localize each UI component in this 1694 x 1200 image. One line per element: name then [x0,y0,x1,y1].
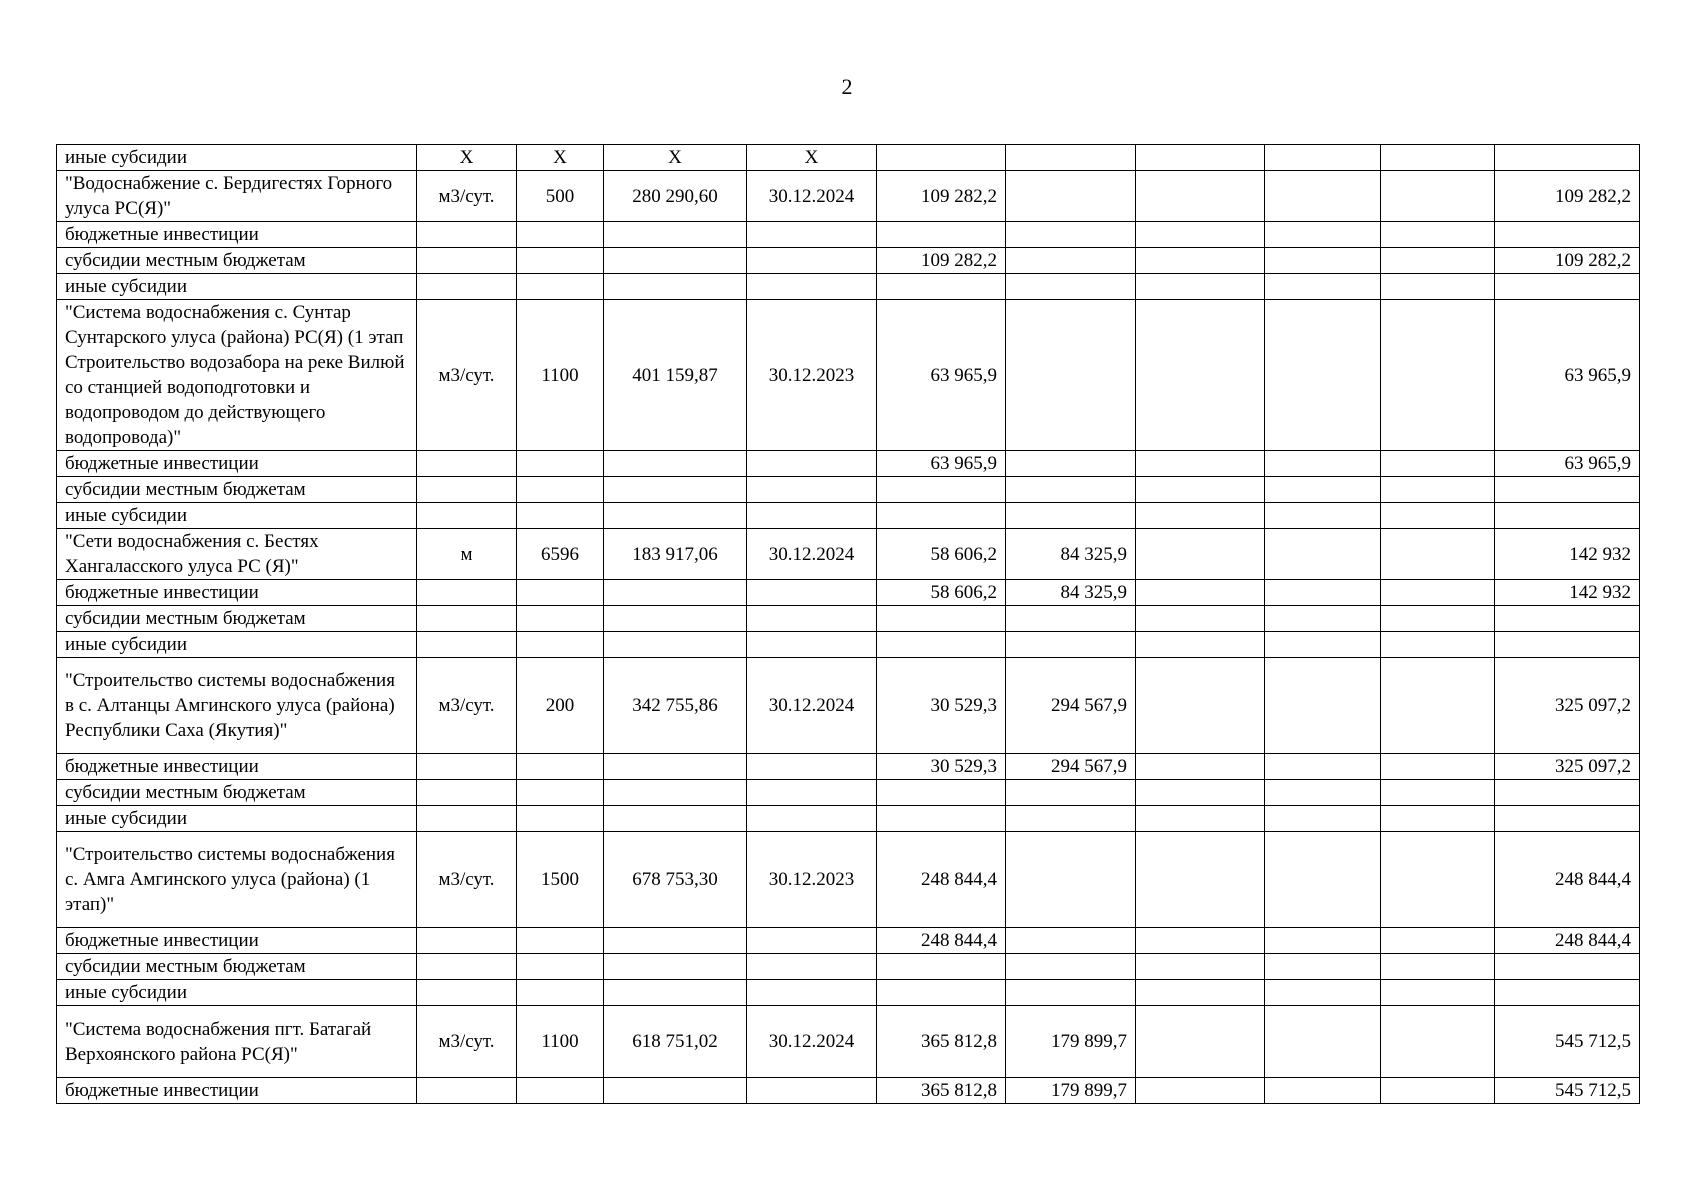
year5-cell [1381,980,1495,1006]
unit-cell [417,222,517,248]
year5-cell [1381,477,1495,503]
row-name: иные субсидии [57,274,417,300]
table-row [57,754,1640,780]
year2-cell: 84 325,9 [1006,580,1136,606]
capacity-cell [517,274,604,300]
total-cell: 325 097,2 [1495,658,1640,754]
year3-cell [1136,477,1265,503]
year4-cell [1265,606,1381,632]
unit-cell: м3/сут. [417,171,517,222]
year3-cell [1136,580,1265,606]
year1-cell [877,980,1006,1006]
unit-cell [417,780,517,806]
year1-cell [877,632,1006,658]
year4-cell [1265,222,1381,248]
year5-cell [1381,248,1495,274]
estimated-cost-cell [604,754,747,780]
year4-cell [1265,503,1381,529]
year5-cell [1381,754,1495,780]
year1-cell: 30 529,3 [877,754,1006,780]
completion-date-cell [747,806,877,832]
year3-cell [1136,529,1265,580]
unit-cell [417,632,517,658]
year2-cell [1006,980,1136,1006]
year5-cell [1381,658,1495,754]
table-row [57,954,1640,980]
year5-cell [1381,1078,1495,1104]
row-name: субсидии местным бюджетам [57,780,417,806]
capacity-cell [517,248,604,274]
row-name: "Сети водоснабжения с. Бестях Хангаласского улуса РС (Я)" [57,529,417,580]
total-cell [1495,477,1640,503]
estimated-cost-cell [604,632,747,658]
year4-cell [1265,451,1381,477]
estimated-cost-cell [604,606,747,632]
completion-date-cell [747,980,877,1006]
year5-cell [1381,529,1495,580]
completion-date-cell [747,274,877,300]
year3-cell [1136,1006,1265,1078]
total-cell: 142 932 [1495,529,1640,580]
table-body [57,145,1640,1104]
estimated-cost-cell: 401 159,87 [604,300,747,451]
total-cell: 109 282,2 [1495,248,1640,274]
year1-cell [877,503,1006,529]
year1-cell [877,477,1006,503]
year5-cell [1381,954,1495,980]
unit-cell: м3/сут. [417,832,517,928]
year4-cell [1265,300,1381,451]
row-name: бюджетные инвестиции [57,754,417,780]
table-row [57,248,1640,274]
completion-date-cell [747,1078,877,1104]
capacity-cell [517,780,604,806]
estimated-cost-cell [604,580,747,606]
year5-cell [1381,928,1495,954]
unit-cell [417,954,517,980]
capacity-cell [517,451,604,477]
table-row [57,477,1640,503]
completion-date-cell: 30.12.2024 [747,529,877,580]
capacity-cell [517,1078,604,1104]
year3-cell [1136,300,1265,451]
estimated-cost-cell [604,451,747,477]
completion-date-cell [747,477,877,503]
row-name: иные субсидии [57,503,417,529]
year4-cell [1265,980,1381,1006]
capacity-cell: 500 [517,171,604,222]
completion-date-cell: 30.12.2023 [747,832,877,928]
year2-cell [1006,606,1136,632]
table-row [57,1078,1640,1104]
estimated-cost-cell [604,954,747,980]
row-name: бюджетные инвестиции [57,580,417,606]
total-cell [1495,632,1640,658]
completion-date-cell [747,248,877,274]
capacity-cell [517,580,604,606]
table-row [57,529,1640,580]
year4-cell [1265,928,1381,954]
estimated-cost-cell: Х [604,145,747,171]
year5-cell [1381,580,1495,606]
year2-cell [1006,806,1136,832]
completion-date-cell: 30.12.2024 [747,1006,877,1078]
year4-cell [1265,954,1381,980]
year5-cell [1381,451,1495,477]
completion-date-cell [747,954,877,980]
year2-cell [1006,300,1136,451]
year2-cell [1006,274,1136,300]
completion-date-cell [747,780,877,806]
year2-cell [1006,503,1136,529]
row-name: субсидии местным бюджетам [57,606,417,632]
table-row [57,806,1640,832]
total-cell [1495,606,1640,632]
year3-cell [1136,171,1265,222]
year2-cell: 294 567,9 [1006,658,1136,754]
year2-cell: 84 325,9 [1006,529,1136,580]
row-name: бюджетные инвестиции [57,222,417,248]
year5-cell [1381,806,1495,832]
year4-cell [1265,832,1381,928]
table-row [57,658,1640,754]
estimated-cost-cell: 678 753,30 [604,832,747,928]
year1-cell: 30 529,3 [877,658,1006,754]
row-name: "Водоснабжение с. Бердигестях Горного улуса РС(Я)" [57,171,417,222]
year1-cell: 365 812,8 [877,1006,1006,1078]
capacity-cell: 1100 [517,300,604,451]
year5-cell [1381,606,1495,632]
year5-cell [1381,222,1495,248]
table-row [57,274,1640,300]
year1-cell: 58 606,2 [877,580,1006,606]
unit-cell [417,806,517,832]
capacity-cell [517,222,604,248]
estimated-cost-cell [604,1078,747,1104]
total-cell [1495,145,1640,171]
year5-cell [1381,274,1495,300]
row-name: субсидии местным бюджетам [57,248,417,274]
row-name: бюджетные инвестиции [57,928,417,954]
completion-date-cell [747,928,877,954]
year1-cell [877,606,1006,632]
estimated-cost-cell [604,274,747,300]
unit-cell [417,606,517,632]
year2-cell [1006,780,1136,806]
total-cell [1495,954,1640,980]
completion-date-cell [747,222,877,248]
capacity-cell [517,606,604,632]
estimated-cost-cell [604,806,747,832]
year3-cell [1136,606,1265,632]
year1-cell: 58 606,2 [877,529,1006,580]
unit-cell [417,580,517,606]
funding-table [56,144,1640,1104]
year4-cell [1265,248,1381,274]
unit-cell [417,1078,517,1104]
completion-date-cell [747,632,877,658]
year3-cell [1136,1078,1265,1104]
estimated-cost-cell [604,780,747,806]
total-cell: 142 932 [1495,580,1640,606]
table-row [57,300,1640,451]
total-cell: 63 965,9 [1495,300,1640,451]
completion-date-cell [747,503,877,529]
row-name: "Система водоснабжения пгт. Батагай Верхоянского района РС(Я)" [57,1006,417,1078]
row-name: "Строительство системы водоснабжения с. Амга Амгинского улуса (района) (1 этап)" [57,832,417,928]
table-row [57,503,1640,529]
year1-cell: 63 965,9 [877,451,1006,477]
year1-cell: 248 844,4 [877,832,1006,928]
total-cell [1495,980,1640,1006]
estimated-cost-cell: 618 751,02 [604,1006,747,1078]
unit-cell: Х [417,145,517,171]
year3-cell [1136,980,1265,1006]
completion-date-cell: 30.12.2024 [747,658,877,754]
unit-cell [417,274,517,300]
year4-cell [1265,477,1381,503]
estimated-cost-cell [604,503,747,529]
total-cell: 545 712,5 [1495,1078,1640,1104]
row-name: бюджетные инвестиции [57,1078,417,1104]
completion-date-cell [747,754,877,780]
total-cell: 109 282,2 [1495,171,1640,222]
unit-cell: м3/сут. [417,1006,517,1078]
table-row [57,928,1640,954]
capacity-cell: 1500 [517,832,604,928]
year2-cell [1006,145,1136,171]
year3-cell [1136,754,1265,780]
unit-cell: м [417,529,517,580]
unit-cell [417,451,517,477]
year3-cell [1136,274,1265,300]
estimated-cost-cell [604,248,747,274]
capacity-cell: 1100 [517,1006,604,1078]
year3-cell [1136,832,1265,928]
year1-cell: 365 812,8 [877,1078,1006,1104]
unit-cell [417,754,517,780]
total-cell [1495,806,1640,832]
table-row [57,780,1640,806]
year4-cell [1265,658,1381,754]
capacity-cell: 6596 [517,529,604,580]
year5-cell [1381,145,1495,171]
page-number: 2 [841,74,853,99]
year3-cell [1136,632,1265,658]
capacity-cell: Х [517,145,604,171]
year4-cell [1265,580,1381,606]
total-cell: 325 097,2 [1495,754,1640,780]
year4-cell [1265,806,1381,832]
row-name: иные субсидии [57,980,417,1006]
year4-cell [1265,1078,1381,1104]
table-row [57,171,1640,222]
capacity-cell [517,754,604,780]
total-cell [1495,503,1640,529]
capacity-cell [517,928,604,954]
total-cell [1495,222,1640,248]
capacity-cell [517,632,604,658]
year3-cell [1136,954,1265,980]
completion-date-cell: 30.12.2024 [747,171,877,222]
year3-cell [1136,451,1265,477]
total-cell [1495,780,1640,806]
year2-cell: 179 899,7 [1006,1078,1136,1104]
year3-cell [1136,503,1265,529]
year2-cell: 179 899,7 [1006,1006,1136,1078]
year5-cell [1381,300,1495,451]
row-name: субсидии местным бюджетам [57,477,417,503]
year1-cell [877,274,1006,300]
table-row [57,832,1640,928]
year1-cell: 109 282,2 [877,171,1006,222]
year1-cell [877,222,1006,248]
completion-date-cell [747,606,877,632]
unit-cell: м3/сут. [417,658,517,754]
year1-cell: 63 965,9 [877,300,1006,451]
table-row [57,606,1640,632]
year1-cell [877,780,1006,806]
table-row [57,451,1640,477]
capacity-cell [517,980,604,1006]
year1-cell [877,954,1006,980]
year3-cell [1136,145,1265,171]
estimated-cost-cell [604,928,747,954]
capacity-cell [517,954,604,980]
unit-cell [417,477,517,503]
row-name: иные субсидии [57,806,417,832]
year3-cell [1136,928,1265,954]
unit-cell: м3/сут. [417,300,517,451]
completion-date-cell: 30.12.2023 [747,300,877,451]
unit-cell [417,503,517,529]
year5-cell [1381,171,1495,222]
year4-cell [1265,754,1381,780]
capacity-cell [517,503,604,529]
completion-date-cell [747,451,877,477]
year3-cell [1136,806,1265,832]
year3-cell [1136,222,1265,248]
table-row [57,145,1640,171]
total-cell: 248 844,4 [1495,832,1640,928]
year2-cell [1006,171,1136,222]
total-cell: 63 965,9 [1495,451,1640,477]
row-name: бюджетные инвестиции [57,451,417,477]
year5-cell [1381,632,1495,658]
total-cell [1495,274,1640,300]
year1-cell: 109 282,2 [877,248,1006,274]
row-name: субсидии местным бюджетам [57,954,417,980]
year1-cell [877,145,1006,171]
row-name: иные субсидии [57,632,417,658]
year3-cell [1136,248,1265,274]
capacity-cell [517,806,604,832]
year2-cell [1006,222,1136,248]
year1-cell: 248 844,4 [877,928,1006,954]
year2-cell [1006,248,1136,274]
estimated-cost-cell [604,980,747,1006]
completion-date-cell [747,580,877,606]
table-row [57,580,1640,606]
total-cell: 545 712,5 [1495,1006,1640,1078]
year4-cell [1265,145,1381,171]
table-row [57,980,1640,1006]
year2-cell [1006,632,1136,658]
year2-cell [1006,477,1136,503]
capacity-cell [517,477,604,503]
estimated-cost-cell [604,477,747,503]
year5-cell [1381,503,1495,529]
year2-cell [1006,832,1136,928]
table-row [57,222,1640,248]
row-name: иные субсидии [57,145,417,171]
estimated-cost-cell: 342 755,86 [604,658,747,754]
row-name: "Строительство системы водоснабжения в с. Алтанцы Амгинского улуса (района) Республики Саха (Якутия)" [57,658,417,754]
table-row [57,1006,1640,1078]
estimated-cost-cell [604,222,747,248]
year2-cell [1006,451,1136,477]
year4-cell [1265,632,1381,658]
year2-cell [1006,928,1136,954]
year2-cell: 294 567,9 [1006,754,1136,780]
year4-cell [1265,529,1381,580]
table-row [57,632,1640,658]
year1-cell [877,806,1006,832]
unit-cell [417,980,517,1006]
completion-date-cell: Х [747,145,877,171]
unit-cell [417,928,517,954]
year3-cell [1136,658,1265,754]
year2-cell [1006,954,1136,980]
year5-cell [1381,780,1495,806]
year4-cell [1265,1006,1381,1078]
estimated-cost-cell: 280 290,60 [604,171,747,222]
capacity-cell: 200 [517,658,604,754]
year3-cell [1136,780,1265,806]
unit-cell [417,248,517,274]
row-name: "Система водоснабжения с. Сунтар Сунтарского улуса (района) РС(Я) (1 этап Строительство водозабора на реке Вилюй со станцией водоподготовки и водопроводом до действующего водопровода)" [57,300,417,451]
estimated-cost-cell: 183 917,06 [604,529,747,580]
total-cell: 248 844,4 [1495,928,1640,954]
year4-cell [1265,274,1381,300]
year5-cell [1381,1006,1495,1078]
year4-cell [1265,780,1381,806]
year4-cell [1265,171,1381,222]
year5-cell [1381,832,1495,928]
